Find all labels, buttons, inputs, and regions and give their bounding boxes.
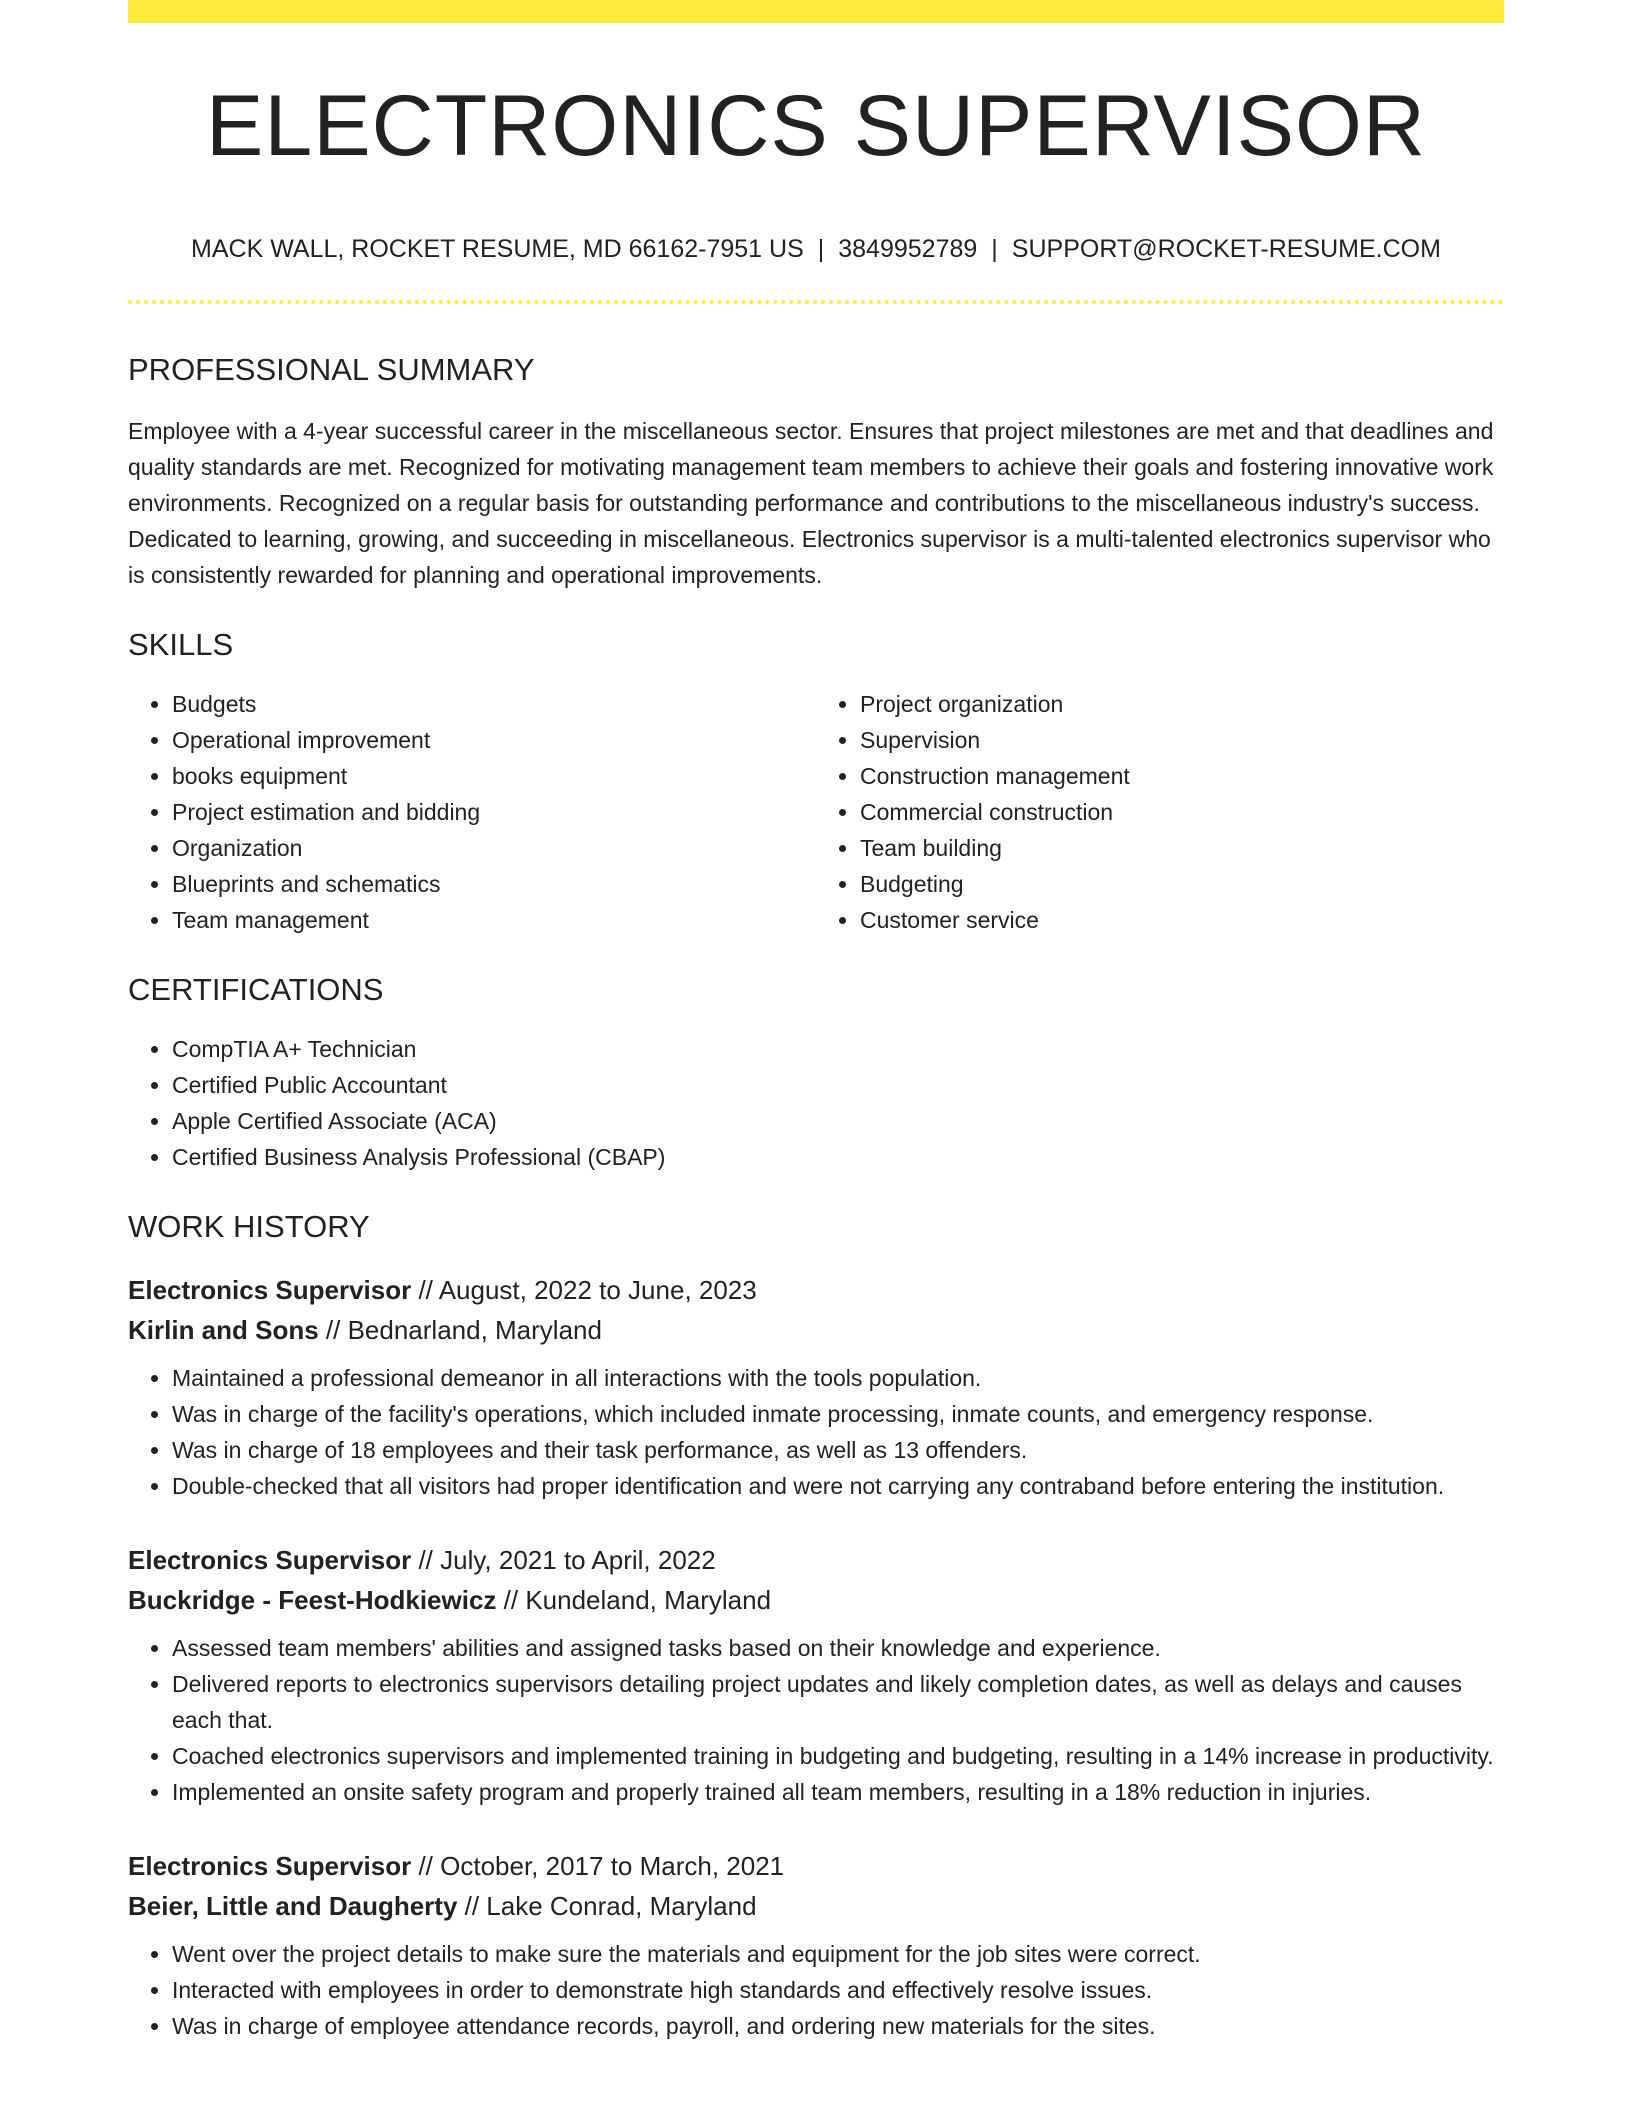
skills-grid xyxy=(128,686,1504,938)
job-location: // Bednarland, Maryland xyxy=(318,1315,602,1345)
contact-address: MACK WALL, ROCKET RESUME, MD 66162-7951 US xyxy=(191,235,804,263)
skills-heading: SKILLS xyxy=(128,627,234,662)
certification-item: • CompTIA A+ Technician xyxy=(172,1031,1504,1067)
job-company: Buckridge - Feest-Hodkiewicz xyxy=(128,1585,497,1615)
job-bullet: • Interacted with employees in order to demonstrate high standards and effectively resolve issues. xyxy=(172,1972,1504,2008)
job-bullet: • Delivered reports to electronics supervisors detailing project updates and likely completion dates, as well as delays and causes each that. xyxy=(172,1666,1504,1738)
job-entry xyxy=(128,1540,1504,1810)
job-dates: // August, 2022 to June, 2023 xyxy=(411,1275,757,1305)
page-title: ELECTRONICS SUPERVISOR xyxy=(206,78,1426,174)
job-location: // Kundeland, Maryland xyxy=(496,1585,772,1615)
job-bullet: • Double-checked that all visitors had proper identification and were not carrying any contraband before entering the institution. xyxy=(172,1468,1504,1504)
job-company-line xyxy=(128,1310,1504,1350)
job-location: // Lake Conrad, Maryland xyxy=(457,1891,757,1921)
summary-text: Employee with a 4-year successful career in the miscellaneous sector. Ensures that project milestones are met and that deadlines and quality standards are met. Recognized for motivating management team members to achieve their goals and fostering innovative work environments. Recognized on a regular basis for outstanding performance and contributions to the miscellaneous industry's success. Dedicated to learning, growing, and succeeding in miscellaneous. Electronics supervisor is a multi-talented electronics supervisor who is consistently rewarded for planning and operational improvements. xyxy=(128,418,1494,588)
job-dates: // July, 2021 to April, 2022 xyxy=(411,1545,716,1575)
job-bullet: • Assessed team members' abilities and assigned tasks based on their knowledge and experience. xyxy=(172,1630,1504,1666)
top-accent-bar xyxy=(128,0,1504,23)
job-bullet: • Coached electronics supervisors and implemented training in budgeting and budgeting, resulting in a 14% increase in productivity. xyxy=(172,1738,1504,1774)
job-entry xyxy=(128,1270,1504,1504)
work-history-section xyxy=(128,1211,1504,2044)
job-company: Kirlin and Sons xyxy=(128,1315,319,1345)
skill-item: • Project estimation and bidding xyxy=(172,794,816,830)
certifications-section xyxy=(128,974,1504,1175)
skills-section xyxy=(128,629,1504,938)
summary-heading: PROFESSIONAL SUMMARY xyxy=(128,352,535,387)
summary-section xyxy=(128,354,1504,593)
job-bullet: • Was in charge of 18 employees and their task performance, as well as 13 offenders. xyxy=(172,1432,1504,1468)
certifications-list xyxy=(128,1031,1504,1175)
skill-item: • Construction management xyxy=(860,758,1504,794)
work-history-heading: WORK HISTORY xyxy=(128,1209,370,1244)
job-title-line xyxy=(128,1846,1504,1886)
contact-separator: | xyxy=(991,235,998,263)
skill-item: • Team building xyxy=(860,830,1504,866)
job-entry xyxy=(128,1846,1504,2044)
resume-page xyxy=(128,0,1504,2044)
skill-item: • Budgeting xyxy=(860,866,1504,902)
skill-item: • Commercial construction xyxy=(860,794,1504,830)
job-bullets xyxy=(128,1360,1504,1504)
skill-item: • Supervision xyxy=(860,722,1504,758)
job-title-line xyxy=(128,1270,1504,1310)
certification-item: • Certified Public Accountant xyxy=(172,1067,1504,1103)
job-bullet: • Maintained a professional demeanor in all interactions with the tools population. xyxy=(172,1360,1504,1396)
certifications-heading: CERTIFICATIONS xyxy=(128,972,384,1007)
skill-item: • books equipment xyxy=(172,758,816,794)
certification-item: • Apple Certified Associate (ACA) xyxy=(172,1103,1504,1139)
dotted-divider xyxy=(128,300,1504,304)
job-title-line xyxy=(128,1540,1504,1580)
job-dates: // October, 2017 to March, 2021 xyxy=(411,1851,785,1881)
job-title: Electronics Supervisor xyxy=(128,1851,412,1881)
job-bullets xyxy=(128,1630,1504,1810)
job-bullet: • Was in charge of employee attendance records, payroll, and ordering new materials for the sites. xyxy=(172,2008,1504,2044)
skills-left-list xyxy=(128,686,816,938)
skill-item: • Team management xyxy=(172,902,816,938)
skills-right-list xyxy=(816,686,1504,938)
skill-item: • Operational improvement xyxy=(172,722,816,758)
certification-item: • Certified Business Analysis Professional (CBAP) xyxy=(172,1139,1504,1175)
job-company-line xyxy=(128,1886,1504,1926)
job-company: Beier, Little and Daugherty xyxy=(128,1891,458,1921)
skill-item: • Project organization xyxy=(860,686,1504,722)
contact-email: SUPPORT@ROCKET-RESUME.COM xyxy=(1011,235,1441,263)
skill-item: • Budgets xyxy=(172,686,816,722)
job-title: Electronics Supervisor xyxy=(128,1275,412,1305)
job-bullet: • Implemented an onsite safety program and properly trained all team members, resulting in a 18% reduction in injuries. xyxy=(172,1774,1504,1810)
job-company-line xyxy=(128,1580,1504,1620)
skill-item: • Blueprints and schematics xyxy=(172,866,816,902)
job-bullet: • Was in charge of the facility's operations, which included inmate processing, inmate counts, and emergency response. xyxy=(172,1396,1504,1432)
contact-separator: | xyxy=(817,235,825,263)
skill-item: • Organization xyxy=(172,830,816,866)
contact-phone: 3849952789 xyxy=(838,235,978,263)
job-bullets xyxy=(128,1936,1504,2044)
skill-item: • Customer service xyxy=(860,902,1504,938)
job-bullet: • Went over the project details to make sure the materials and equipment for the job sites were correct. xyxy=(172,1936,1504,1972)
contact-line xyxy=(128,237,1504,262)
job-title: Electronics Supervisor xyxy=(128,1545,412,1575)
